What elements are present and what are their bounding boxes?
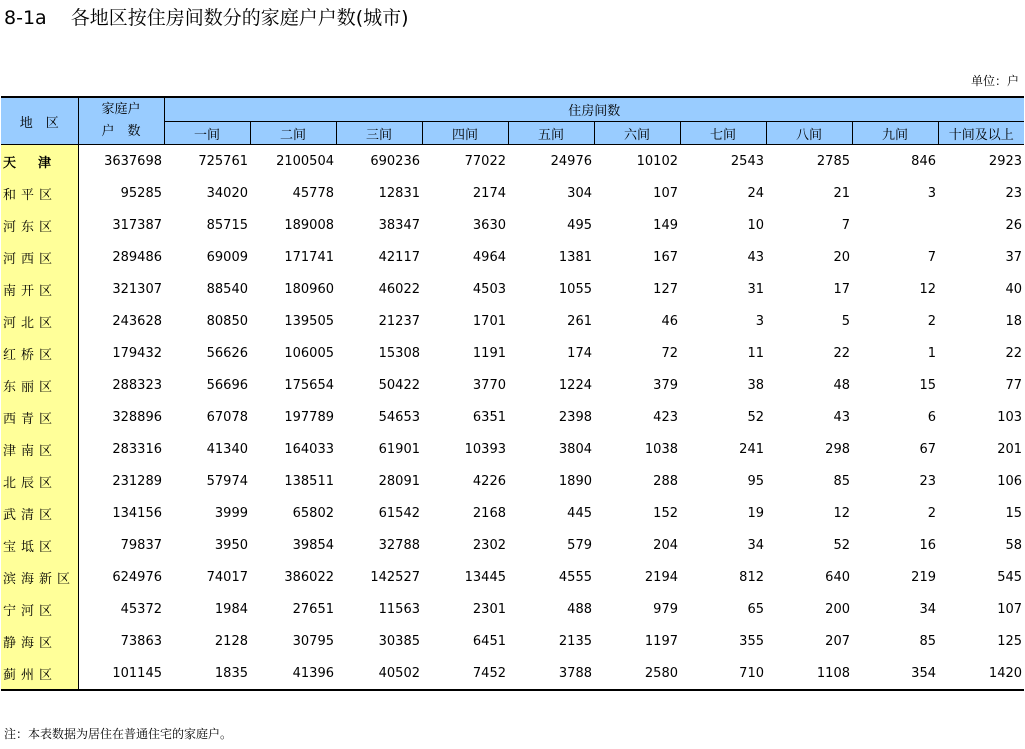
room-count-cell: 3999 [214, 505, 248, 521]
room-count-cell: 3950 [214, 537, 248, 553]
region-cell: 南开区 [1, 273, 78, 305]
room-count-cell: 354 [852, 657, 938, 690]
table-row [1, 305, 1024, 337]
header-households-line1: 家庭户 [101, 102, 141, 117]
room-count-cell: 26 [1005, 217, 1023, 233]
room-count-cell: 41340 [206, 441, 248, 457]
unit-label: 单位：户 [970, 74, 1019, 88]
room-count-cell: 7 [927, 249, 936, 265]
room-count-cell: 3 [927, 185, 936, 201]
room-count-cell: 22 [1005, 345, 1023, 361]
room-count-cell: 21237 [378, 313, 420, 329]
room-count-cell: 288 [653, 473, 678, 489]
room-count-cell: 34 [919, 601, 936, 617]
room-count-cell: 52 [747, 409, 764, 425]
room-count-cell: 106005 [284, 345, 334, 361]
room-count-cell: 2135 [558, 633, 592, 649]
room-count-cell: 979 [653, 601, 678, 617]
room-count-cell: 15 [919, 377, 936, 393]
room-count-cell: 1197 [644, 633, 678, 649]
room-count-cell: 6351 [472, 409, 506, 425]
households-cell: 45372 [120, 601, 162, 617]
header-room-10: 十间及以上 [938, 122, 1024, 145]
table-body [1, 145, 1024, 691]
page-title [4, 6, 409, 30]
table-row [1, 337, 1024, 369]
room-count-cell: 152 [653, 505, 678, 521]
room-count-cell: 2128 [214, 633, 248, 649]
households-cell: 289486 [112, 249, 162, 265]
room-count-cell: 3770 [472, 377, 506, 393]
room-count-cell: 11563 [378, 601, 420, 617]
room-count-cell: 30795 [292, 633, 334, 649]
households-cell: 179432 [112, 345, 162, 361]
room-count-cell: 846 [911, 153, 936, 169]
households-cell: 243628 [112, 313, 162, 329]
room-count-cell: 5 [841, 313, 850, 329]
room-count-cell: 103 [997, 409, 1023, 425]
room-count-cell: 725761 [198, 153, 248, 169]
room-count-cell: 65 [747, 601, 764, 617]
room-count-cell: 46022 [378, 281, 420, 297]
room-count-cell: 3630 [472, 217, 506, 233]
room-count-cell: 56626 [206, 345, 248, 361]
room-count-cell: 56696 [206, 377, 248, 393]
room-count-cell: 138511 [284, 473, 334, 489]
room-count-cell: 72 [661, 345, 678, 361]
room-count-cell: 28091 [378, 473, 420, 489]
table-row [1, 209, 1024, 241]
room-count-cell: 298 [825, 441, 850, 457]
region-cell: 东丽区 [1, 369, 78, 401]
households-cell: 73863 [120, 633, 162, 649]
households-cell: 3637698 [104, 153, 162, 169]
data-table [1, 96, 1024, 691]
header-region: 地 区 [1, 97, 78, 145]
room-count-cell: 3804 [558, 441, 592, 457]
room-count-cell: 15 [1005, 505, 1023, 521]
header-room-4: 四间 [422, 122, 508, 145]
table-row [1, 561, 1024, 593]
room-count-cell: 445 [567, 505, 592, 521]
room-count-cell: 200 [825, 601, 850, 617]
room-count-cell: 1 [927, 345, 936, 361]
room-count-cell: 43 [833, 409, 850, 425]
room-count-cell: 174 [567, 345, 592, 361]
header-room-9: 九间 [852, 122, 938, 145]
region-cell: 和平区 [1, 177, 78, 209]
room-count-cell: 77 [1005, 377, 1023, 393]
room-count-cell: 107 [653, 185, 678, 201]
table-row [1, 401, 1024, 433]
room-count-cell: 17 [833, 281, 850, 297]
room-count-cell: 22 [833, 345, 850, 361]
room-count-cell: 1055 [558, 281, 592, 297]
room-count-cell: 1890 [558, 473, 592, 489]
header-room-7: 七间 [680, 122, 766, 145]
header-room-3: 三间 [336, 122, 422, 145]
table-row [1, 657, 1024, 690]
region-cell: 蓟州区 [1, 657, 78, 690]
region-cell: 宝坻区 [1, 529, 78, 561]
room-count-cell: 41396 [250, 657, 336, 690]
room-count-cell: 16 [919, 537, 936, 553]
room-count-cell: 77022 [464, 153, 506, 169]
region-cell: 静海区 [1, 625, 78, 657]
room-count-cell: 42117 [378, 249, 420, 265]
room-count-cell: 50422 [378, 377, 420, 393]
room-count-cell: 1835 [164, 657, 250, 690]
room-count-cell: 23 [1005, 185, 1023, 201]
region-cell: 红桥区 [1, 337, 78, 369]
households-cell: 317387 [112, 217, 162, 233]
room-count-cell: 197789 [284, 409, 334, 425]
households-cell: 95285 [120, 185, 162, 201]
room-count-cell: 3788 [508, 657, 594, 690]
room-count-cell: 38347 [378, 217, 420, 233]
room-count-cell: 2543 [730, 153, 764, 169]
room-count-cell: 6451 [472, 633, 506, 649]
table-title: 各地区按住房间数分的家庭户户数(城市) [70, 7, 409, 29]
room-count-cell: 32788 [378, 537, 420, 553]
households-cell: 79837 [120, 537, 162, 553]
room-count-cell: 261 [567, 313, 592, 329]
room-count-cell: 2 [927, 505, 936, 521]
room-count-cell: 40 [1005, 281, 1023, 297]
room-count-cell: 812 [739, 569, 764, 585]
room-count-cell: 2301 [472, 601, 506, 617]
room-count-cell: 180960 [284, 281, 334, 297]
room-count-cell: 46 [661, 313, 678, 329]
header-households [78, 97, 164, 145]
room-count-cell: 10393 [464, 441, 506, 457]
room-count-cell: 12 [919, 281, 936, 297]
region-cell: 宁河区 [1, 593, 78, 625]
households-cell: 101145 [78, 657, 164, 690]
room-count-cell: 201 [997, 441, 1023, 457]
households-cell: 321307 [112, 281, 162, 297]
room-count-cell: 2302 [472, 537, 506, 553]
room-count-cell: 38 [747, 377, 764, 393]
room-count-cell: 241 [739, 441, 764, 457]
room-count-cell: 27651 [292, 601, 334, 617]
room-count-cell: 1701 [472, 313, 506, 329]
room-count-cell: 37 [1005, 249, 1023, 265]
room-count-cell: 545 [997, 569, 1023, 585]
room-count-cell: 1984 [214, 601, 248, 617]
room-count-cell: 3 [755, 313, 764, 329]
room-count-cell: 1108 [766, 657, 852, 690]
table-row [1, 145, 1024, 178]
room-count-cell: 379 [653, 377, 678, 393]
room-count-cell: 127 [653, 281, 678, 297]
room-count-cell: 386022 [284, 569, 334, 585]
room-count-cell: 2 [927, 313, 936, 329]
region-cell: 北辰区 [1, 465, 78, 497]
room-count-cell: 495 [567, 217, 592, 233]
table-row [1, 593, 1024, 625]
room-count-cell: 48 [833, 377, 850, 393]
room-count-cell: 1224 [558, 377, 592, 393]
room-count-cell: 2398 [558, 409, 592, 425]
room-count-cell: 61901 [378, 441, 420, 457]
room-count-cell: 167 [653, 249, 678, 265]
room-count-cell: 12 [833, 505, 850, 521]
room-count-cell: 24976 [550, 153, 592, 169]
room-count-cell: 2174 [472, 185, 506, 201]
room-count-cell: 1420 [938, 657, 1024, 690]
room-count-cell: 640 [825, 569, 850, 585]
room-count-cell: 39854 [292, 537, 334, 553]
room-count-cell: 30385 [378, 633, 420, 649]
room-count-cell: 20 [833, 249, 850, 265]
households-cell: 231289 [112, 473, 162, 489]
room-count-cell: 11 [747, 345, 764, 361]
room-count-cell: 34 [747, 537, 764, 553]
room-count-cell: 355 [739, 633, 764, 649]
table-code: 8-1a [4, 7, 47, 29]
room-count-cell: 164033 [284, 441, 334, 457]
room-count-cell: 125 [997, 633, 1023, 649]
header-rooms-group: 住房间数 [164, 97, 1024, 122]
room-count-cell: 1038 [644, 441, 678, 457]
room-count-cell: 58 [1005, 537, 1023, 553]
households-cell: 328896 [112, 409, 162, 425]
room-count-cell: 74017 [206, 569, 248, 585]
room-count-cell: 43 [747, 249, 764, 265]
region-cell: 河东区 [1, 209, 78, 241]
room-count-cell: 69009 [206, 249, 248, 265]
region-cell: 河北区 [1, 305, 78, 337]
room-count-cell: 95 [747, 473, 764, 489]
room-count-cell: 19 [747, 505, 764, 521]
room-count-cell: 710 [680, 657, 766, 690]
table-row [1, 625, 1024, 657]
room-count-cell: 13445 [464, 569, 506, 585]
room-count-cell: 2168 [472, 505, 506, 521]
table-row [1, 369, 1024, 401]
room-count-cell: 67078 [206, 409, 248, 425]
room-count-cell: 149 [653, 217, 678, 233]
header-room-8: 八间 [766, 122, 852, 145]
households-cell: 288323 [112, 377, 162, 393]
room-count-cell: 10 [747, 217, 764, 233]
region-cell: 河西区 [1, 241, 78, 273]
footnote: 注：本表数据为居住在普通住宅的家庭户。 [4, 727, 233, 741]
room-count-cell: 12831 [378, 185, 420, 201]
room-count-cell: 15308 [378, 345, 420, 361]
room-count-cell: 1191 [472, 345, 506, 361]
room-count-cell: 10102 [636, 153, 678, 169]
room-count-cell: 4503 [472, 281, 506, 297]
room-count-cell: 106 [997, 473, 1023, 489]
room-count-cell: 488 [567, 601, 592, 617]
room-count-cell: 85715 [206, 217, 248, 233]
room-count-cell: 54653 [378, 409, 420, 425]
room-count-cell: 18 [1005, 313, 1023, 329]
room-count-cell: 85 [833, 473, 850, 489]
room-count-cell: 40502 [336, 657, 422, 690]
table-row [1, 529, 1024, 561]
room-count-cell: 31 [747, 281, 764, 297]
table-row [1, 273, 1024, 305]
header-room-6: 六间 [594, 122, 680, 145]
room-count-cell: 7452 [422, 657, 508, 690]
room-count-cell: 1381 [558, 249, 592, 265]
room-count-cell: 207 [825, 633, 850, 649]
room-count-cell [852, 209, 938, 241]
room-count-cell: 4226 [472, 473, 506, 489]
room-count-cell: 189008 [284, 217, 334, 233]
room-count-cell: 57974 [206, 473, 248, 489]
room-count-cell: 80850 [206, 313, 248, 329]
room-count-cell: 579 [567, 537, 592, 553]
region-cell: 津南区 [1, 433, 78, 465]
room-count-cell: 6 [927, 409, 936, 425]
room-count-cell: 21 [833, 185, 850, 201]
room-count-cell: 204 [653, 537, 678, 553]
room-count-cell: 88540 [206, 281, 248, 297]
room-count-cell: 2100504 [276, 153, 334, 169]
room-count-cell: 52 [833, 537, 850, 553]
households-cell: 283316 [112, 441, 162, 457]
table-row [1, 177, 1024, 209]
room-count-cell: 61542 [378, 505, 420, 521]
room-count-cell: 139505 [284, 313, 334, 329]
region-cell: 滨海新区 [1, 561, 78, 593]
room-count-cell: 690236 [370, 153, 420, 169]
room-count-cell: 2194 [644, 569, 678, 585]
table-row [1, 433, 1024, 465]
room-count-cell: 219 [911, 569, 936, 585]
room-count-cell: 24 [747, 185, 764, 201]
room-count-cell: 4555 [558, 569, 592, 585]
room-count-cell: 2785 [816, 153, 850, 169]
table-header [1, 97, 1024, 145]
header-households-line2: 户 数 [101, 124, 141, 139]
households-cell: 624976 [112, 569, 162, 585]
room-count-cell: 85 [919, 633, 936, 649]
header-room-1: 一间 [164, 122, 250, 145]
room-count-cell: 175654 [284, 377, 334, 393]
room-count-cell: 304 [567, 185, 592, 201]
room-count-cell: 171741 [284, 249, 334, 265]
region-cell: 西青区 [1, 401, 78, 433]
room-count-cell: 2923 [988, 153, 1023, 169]
room-count-cell: 23 [919, 473, 936, 489]
table-row [1, 241, 1024, 273]
table-row [1, 497, 1024, 529]
room-count-cell: 423 [653, 409, 678, 425]
room-count-cell: 142527 [370, 569, 420, 585]
header-room-5: 五间 [508, 122, 594, 145]
room-count-cell: 67 [919, 441, 936, 457]
room-count-cell: 45778 [292, 185, 334, 201]
table-row [1, 465, 1024, 497]
room-count-cell: 2580 [594, 657, 680, 690]
header-room-2: 二间 [250, 122, 336, 145]
room-count-cell: 107 [997, 601, 1023, 617]
region-cell: 武清区 [1, 497, 78, 529]
region-cell: 天津 [1, 145, 78, 178]
room-count-cell: 7 [841, 217, 850, 233]
room-count-cell: 4964 [472, 249, 506, 265]
room-count-cell: 34020 [206, 185, 248, 201]
households-cell: 134156 [112, 505, 162, 521]
room-count-cell: 65802 [292, 505, 334, 521]
